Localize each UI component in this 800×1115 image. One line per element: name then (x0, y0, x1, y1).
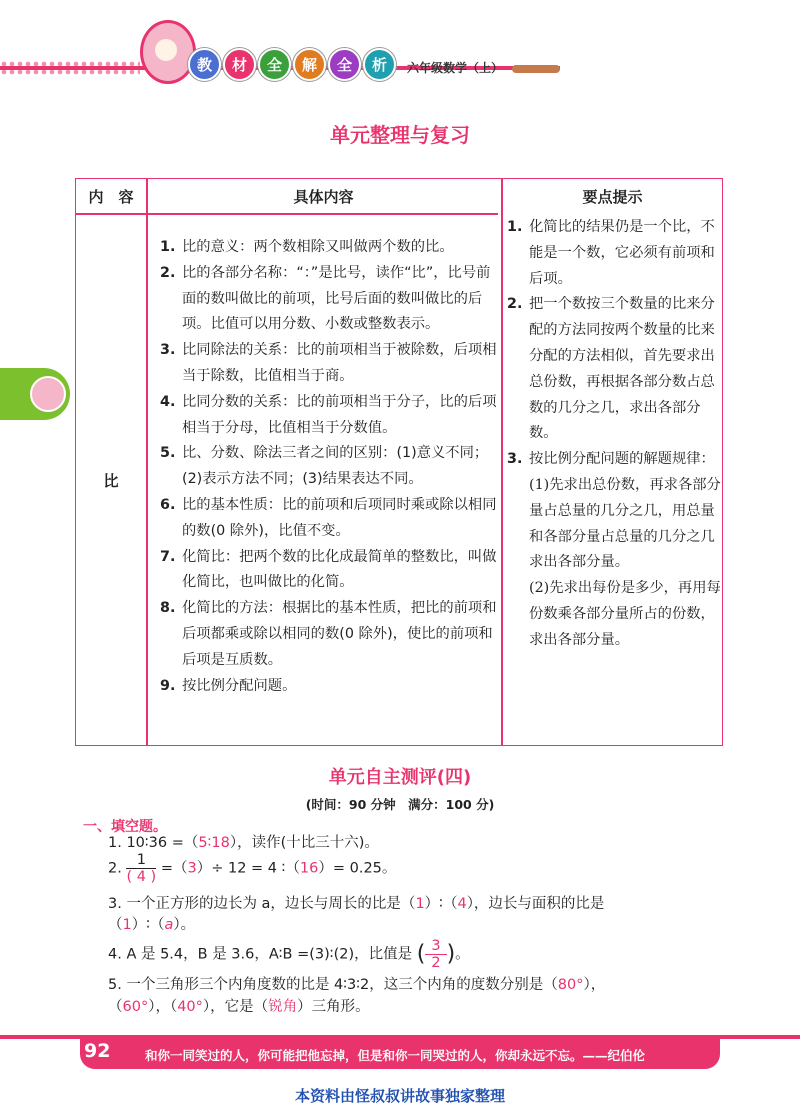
tip-text: 把一个数按三个数量的比来分配的方法同按两个数量的比来分配的方法相似，首先要求出总份数，再根据各部分数占总数的几分之几，求出各部分数。 (529, 296, 715, 442)
test-title: 单元自主测评(四) (328, 767, 472, 788)
tip-item (507, 215, 721, 292)
tip-number: 2. (507, 296, 523, 313)
item-text: 比同分数的关系：比的前项相当于分子，比的后项相当于分母，比值相当于分数值。 (182, 393, 497, 436)
credit-line: 本资料由怪叔叔讲故事独家整理 (294, 1087, 505, 1105)
col-divider (501, 179, 503, 745)
item-number: 1. (160, 239, 176, 255)
review-title: 单元整理与复习 (330, 123, 470, 147)
detail-item (160, 545, 500, 597)
q2-answer: 3 (187, 860, 197, 877)
item-number: 7. (160, 548, 176, 565)
topic-label: 比 (103, 472, 119, 490)
col-divider (146, 179, 148, 745)
q5-text: （ (108, 999, 123, 1015)
header-details: 具体内容 (293, 188, 354, 206)
fraction-numerator: 3 (425, 938, 446, 955)
q5-text: 5. 一个三角形三个内角度数的比是 4∶3∶2，这三个内角的度数分别是（ (108, 977, 558, 993)
question-5-cont (108, 997, 370, 1017)
pencil-icon (512, 65, 560, 73)
details-list (160, 235, 500, 699)
book-title-char: 教 (188, 48, 221, 81)
tips-list (507, 215, 721, 654)
item-text: 化简比：把两个数的比化成最简单的整数比，叫做化简比，也叫做比的化简。 (182, 548, 497, 591)
question-2 (108, 852, 396, 885)
q4-text: 。 (455, 946, 470, 963)
fraction-denominator: 2 (431, 955, 441, 971)
q3-text: ）∶（ (131, 917, 165, 933)
detail-item (160, 674, 500, 700)
question-4: 4. A 是 5.4，B 是 3.6，A∶B =(3)∶(2)，比值是 ( $\frac{3}{2}$)。 (108, 938, 470, 971)
book-title-char: 材 (223, 48, 256, 81)
q5-answer: 锐角 (268, 999, 298, 1015)
q5-text: ）三角形。 (297, 999, 370, 1015)
fraction-numerator: 1 (126, 852, 156, 869)
detail-item (160, 441, 500, 493)
question-3-cont (108, 915, 195, 935)
q5-answer: 60° (122, 999, 149, 1015)
q2-text: ）= 0.25。 (318, 860, 397, 877)
q3-text: ）∶（ (424, 896, 458, 912)
q1-answer: 5∶18 (198, 835, 230, 851)
page-number: 92 (84, 1040, 111, 1062)
detail-item (160, 261, 500, 338)
item-text: 比的基本性质：比的前项和后项同时乘或除以相同的数(0 除外)，比值不变。 (182, 496, 497, 539)
tip-number: 1. (507, 219, 523, 235)
q5-text: ），它是（ (202, 999, 269, 1015)
q4-text: 4. A 是 5.4，B 是 3.6，A∶B =(3)∶(2)，比值是 (108, 946, 413, 963)
q2-text: =（ (160, 860, 188, 877)
q2-fraction (126, 852, 156, 885)
q3-answer: 1 (122, 917, 132, 933)
fraction-denominator: ( 4 ) (126, 869, 157, 885)
item-number: 4. (160, 393, 176, 410)
item-text: 按比例分配问题。 (182, 677, 297, 694)
item-text: 比的意义：两个数相除又叫做两个数的比。 (182, 239, 454, 255)
item-number: 3. (160, 342, 176, 359)
book-title-char: 解 (293, 48, 326, 81)
book-title-char: 全 (258, 48, 291, 81)
header-content: 内 容 (88, 188, 134, 206)
item-number: 6. (160, 496, 176, 513)
question-5 (108, 975, 605, 995)
q2-number: 2. (108, 860, 122, 877)
book-title (188, 48, 396, 81)
q2-text: ）÷ 12 = 4 ∶（ (196, 860, 300, 877)
tip-item (507, 447, 721, 473)
q3-text: ），边长与面积的比是 (466, 896, 605, 912)
q3-text: ）。 (173, 917, 196, 933)
tip-subitem: (1)先求出总份数，再求各部分量占总量的几分之几，用总量和各部分量占总量的几分之几求出各部分量。 (529, 476, 721, 571)
test-time: (时间：90 分钟 满分：100 分) (305, 797, 495, 812)
q3-text: （ (108, 917, 123, 933)
section-heading: 一、填空题。 (83, 819, 167, 835)
item-text: 化简比的方法：根据比的基本性质，把比的前项和后项都乘或除以相同的数(0 除外)，使比的前项和后项是互质数。 (182, 600, 497, 668)
book-title-char: 析 (363, 48, 396, 81)
item-number: 9. (160, 677, 176, 694)
q5-text: ），（ (148, 999, 178, 1015)
tip-item (507, 292, 721, 447)
item-text: 比、分数、除法三者之间的区别：(1)意义不同；(2)表示方法不同；(3)结果表达不同。 (182, 445, 489, 488)
tip-text: 化简比的结果仍是一个比，不能是一个数，它必须有前项和后项。 (529, 219, 715, 287)
detail-item (160, 235, 500, 261)
detail-item (160, 493, 500, 545)
tip-text: 按比例分配问题的解题规律： (529, 451, 715, 468)
question-1 (108, 833, 379, 853)
q4-fraction (425, 938, 446, 971)
tip-subitem: (2)先求出每份是多少，再用每份数乘各部分量所占的份数，求出各部分量。 (529, 580, 721, 648)
item-text: 比同除法的关系：比的前项相当于被除数，后项相当于除数，比值相当于商。 (182, 342, 497, 384)
q5-answer: 80° (557, 977, 584, 993)
book-title-char: 全 (328, 48, 361, 81)
item-number: 5. (160, 445, 176, 462)
q5-text: ）， (583, 977, 606, 993)
q3-text: 3. 一个正方形的边长为 a，边长与周长的比是（ (108, 896, 416, 912)
side-mascot-icon (30, 376, 66, 412)
footer-quote: 和你一同笑过的人，你可能把他忘掉，但是和你一同哭过的人，你却永远不忘。——纪伯伦 (145, 1048, 646, 1063)
header-divider (76, 213, 498, 215)
q1-text: 1. 10∶36 =（ (108, 835, 199, 851)
q5-answer: 40° (177, 999, 203, 1015)
q1-text: ），读作(十比三十六)。 (229, 835, 379, 851)
q3-answer: 1 (415, 896, 425, 912)
grade-label: 六年级数学（上） (407, 61, 504, 75)
q2-answer: 16 (299, 860, 319, 877)
item-number: 8. (160, 600, 176, 617)
question-3 (108, 894, 604, 914)
review-table (75, 178, 723, 746)
detail-item (160, 596, 500, 673)
item-number: 2. (160, 264, 176, 281)
detail-item (160, 390, 500, 442)
q3-answer: 4 (457, 896, 467, 912)
item-text: 比的各部分名称：“：”是比号，读作“比”，比号前面的数叫做比的前项，比号后面的数叫做比的后项。比值可以用分数、小数或整数表示。 (182, 264, 491, 333)
header-tips: 要点提示 (582, 188, 643, 206)
tip-number: 3. (507, 451, 523, 468)
detail-item (160, 338, 500, 390)
q3-answer: a (164, 917, 174, 933)
